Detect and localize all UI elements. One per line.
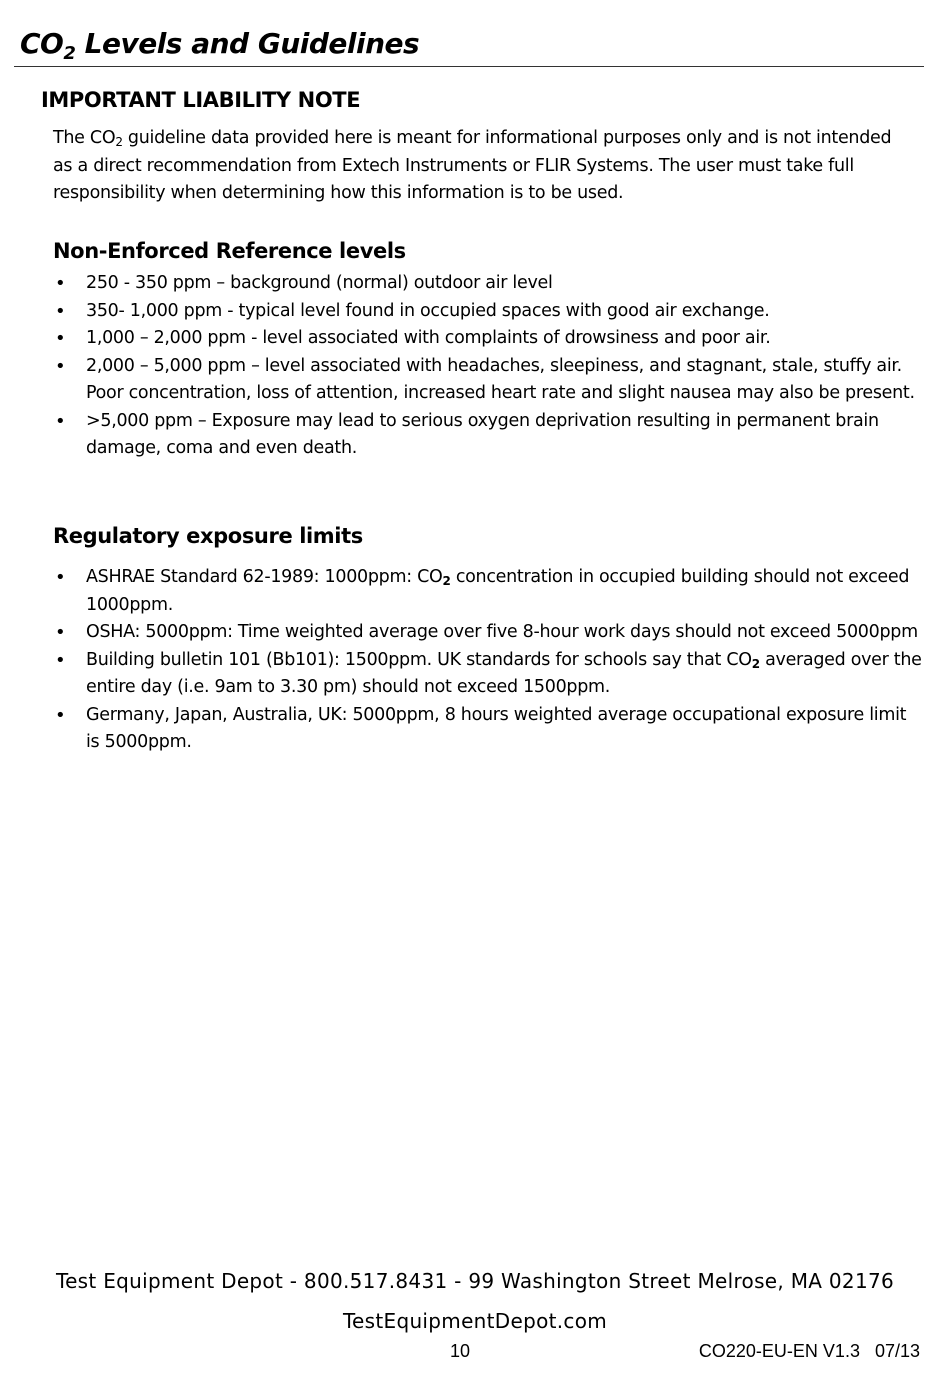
reference-level-item: • 1,000 – 2,000 ppm - level associated with complaints of drowsiness and poor air.	[53, 325, 923, 353]
exposure-limit-subscript: 2	[442, 574, 451, 588]
footer-website: TestEquipmentDepot.com	[342, 1309, 608, 1333]
exposure-limit-subscript: 2	[751, 656, 760, 671]
exposure-limits-list	[53, 564, 923, 757]
page-title-prefix: CO	[20, 27, 64, 60]
reference-levels-list	[53, 270, 923, 463]
exposure-limits-heading: Regulatory exposure limits	[53, 524, 363, 548]
footer-contact-line: Test Equipment Depot - 800.517.8431 - 99 Washington Street Melrose, MA 02176	[55, 1269, 895, 1293]
liability-heading: IMPORTANT LIABILITY NOTE	[41, 88, 361, 112]
liability-text-rest: guideline data provided here is meant for informational purposes only and is not intended as a direct recommendation from Extech Instruments or FLIR Systems. The user must take full responsibility when determining how this information is to be used.	[53, 128, 892, 203]
exposure-limit-text: Building bulletin 101 (Bb101): 1500ppm. UK standards for schools say that CO	[86, 649, 752, 670]
liability-text-start: The CO	[53, 128, 116, 148]
reference-level-item: • 2,000 – 5,000 ppm – level associated with headaches, sleepiness, and stagnant, stale, stuffy air. Poor concentration, loss of attention, increased heart rate and slight nausea may also be present.	[53, 353, 923, 408]
liability-text-subscript: 2	[115, 135, 123, 149]
exposure-limit-item	[53, 702, 923, 757]
reference-levels-heading: Non-Enforced Reference levels	[53, 239, 406, 263]
reference-level-item: • >5,000 ppm – Exposure may lead to serious oxygen deprivation resulting in permanent brain damage, coma and even death.	[53, 408, 923, 463]
reference-level-item: • 250 - 350 ppm – background (normal) outdoor air level	[53, 270, 923, 298]
exposure-limit-item	[53, 647, 923, 702]
document-code: CO220-EU-EN V1.3 07/13	[698, 1341, 920, 1361]
exposure-limit-item	[53, 619, 923, 647]
title-divider	[14, 66, 924, 67]
page-number: 10	[450, 1341, 471, 1361]
exposure-limit-text: OSHA: 5000ppm: Time weighted average over five 8-hour work days should not exceed 5000ppm	[86, 622, 918, 642]
exposure-limit-text-rest: concentration in occupied building should not exceed 1000ppm.	[86, 567, 910, 615]
exposure-limit-item	[53, 564, 923, 619]
page-title	[20, 24, 419, 64]
page-title-subscript: 2	[63, 43, 76, 64]
exposure-limit-text: ASHRAE Standard 62-1989: 1000ppm: CO	[86, 567, 443, 587]
reference-level-item: • 350- 1,000 ppm - typical level found in occupied spaces with good air exchange.	[53, 298, 923, 326]
page-title-suffix: Levels and Guidelines	[75, 27, 420, 60]
exposure-limit-text: Germany, Japan, Australia, UK: 5000ppm, 8 hours weighted average occupational exposure limit is 5000ppm.	[86, 704, 907, 752]
exposure-limit-text-rest: averaged over the entire day (i.e. 9am to 3.30 pm) should not exceed 1500ppm.	[86, 649, 922, 697]
liability-paragraph	[53, 125, 913, 208]
